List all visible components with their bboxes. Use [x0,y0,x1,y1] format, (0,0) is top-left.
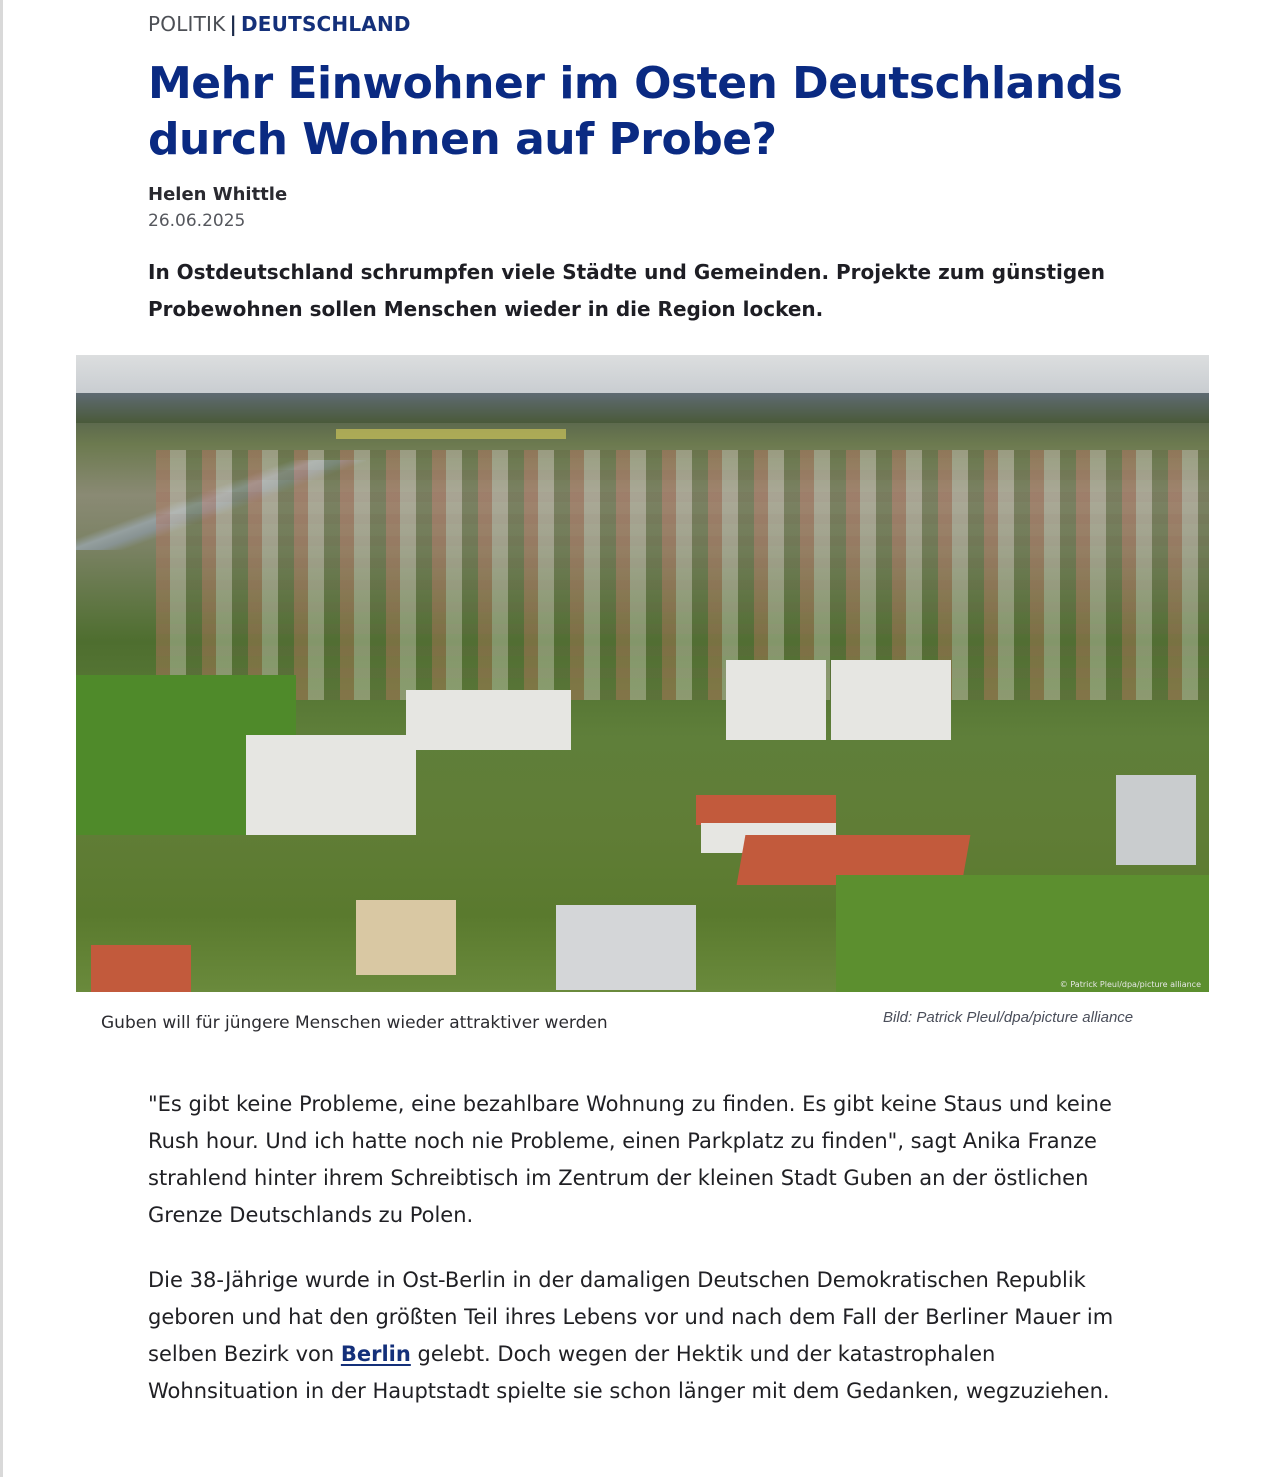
publish-date: 26.06.2025 [148,211,246,231]
image-field [336,429,566,439]
image-horizon [76,393,1209,423]
image-building [356,900,456,975]
image-roof [91,945,191,992]
author-name[interactable]: Helen Whittle [148,184,288,205]
body-paragraph-1: "Es gibt keine Probleme, eine bezahlbare Wohnung zu finden. Es gibt keine Staus und keine Rush hour. Und ich hatte noch nie Probleme, einen Parkplatz zu finden", sagt Anika Franze strahlend hinter ihrem Schreibtisch im Zentrum der kleinen Stadt Guben an der östlichen Grenze Deutschlands zu Polen. [148,1092,1112,1227]
paragraph-text: Die 38-Jährige wurde in Ost-Berlin in der damaligen Deutschen Demokratischen Republik geboren und hat den größten Teil ihres Lebens vor und nach dem Fall der Berliner Mauer im selben Bezirk von [148,1268,1114,1366]
body-paragraph-2 [148,1262,1138,1410]
image-building [246,735,416,835]
paragraph-text: gelebt. Doch wegen der Hektik und der katastrophalen Wohnsituation in der Hauptstadt spielte sie schon länger mit dem Gedanken, wegzuziehen. [148,1342,1110,1403]
article-teaser: In Ostdeutschland schrumpfen viele Städte und Gemeinden. Projekte zum günstigen Probewohnen sollen Menschen wieder in die Region locken. [148,260,1105,321]
image-credit: Bild: Patrick Pleul/dpa/picture alliance [883,1009,1134,1026]
page-left-border [0,0,3,1477]
image-building [831,660,951,740]
image-building [406,690,571,750]
kicker-separator: | [229,12,237,36]
image-building [726,660,826,740]
kicker-subsection-link[interactable]: DEUTSCHLAND [241,12,411,36]
category-kicker [148,12,411,36]
image-building [556,905,696,990]
article-headline: Mehr Einwohner im Osten Deutschlands durch Wohnen auf Probe? [148,58,1123,165]
berlin-link[interactable]: Berlin [340,1342,411,1366]
image-parking [1116,775,1196,865]
image-caption: Guben will für jüngere Menschen wieder attraktiver werden [101,1013,608,1033]
article-hero-image[interactable] [76,355,1209,992]
image-overlay-credit: © Patrick Pleul/dpa/picture alliance [1059,980,1201,989]
image-town [156,450,1209,700]
image-sky [76,355,1209,393]
kicker-section-link[interactable]: POLITIK [148,12,226,36]
image-lawn [836,875,1209,992]
image-roof [696,795,836,825]
